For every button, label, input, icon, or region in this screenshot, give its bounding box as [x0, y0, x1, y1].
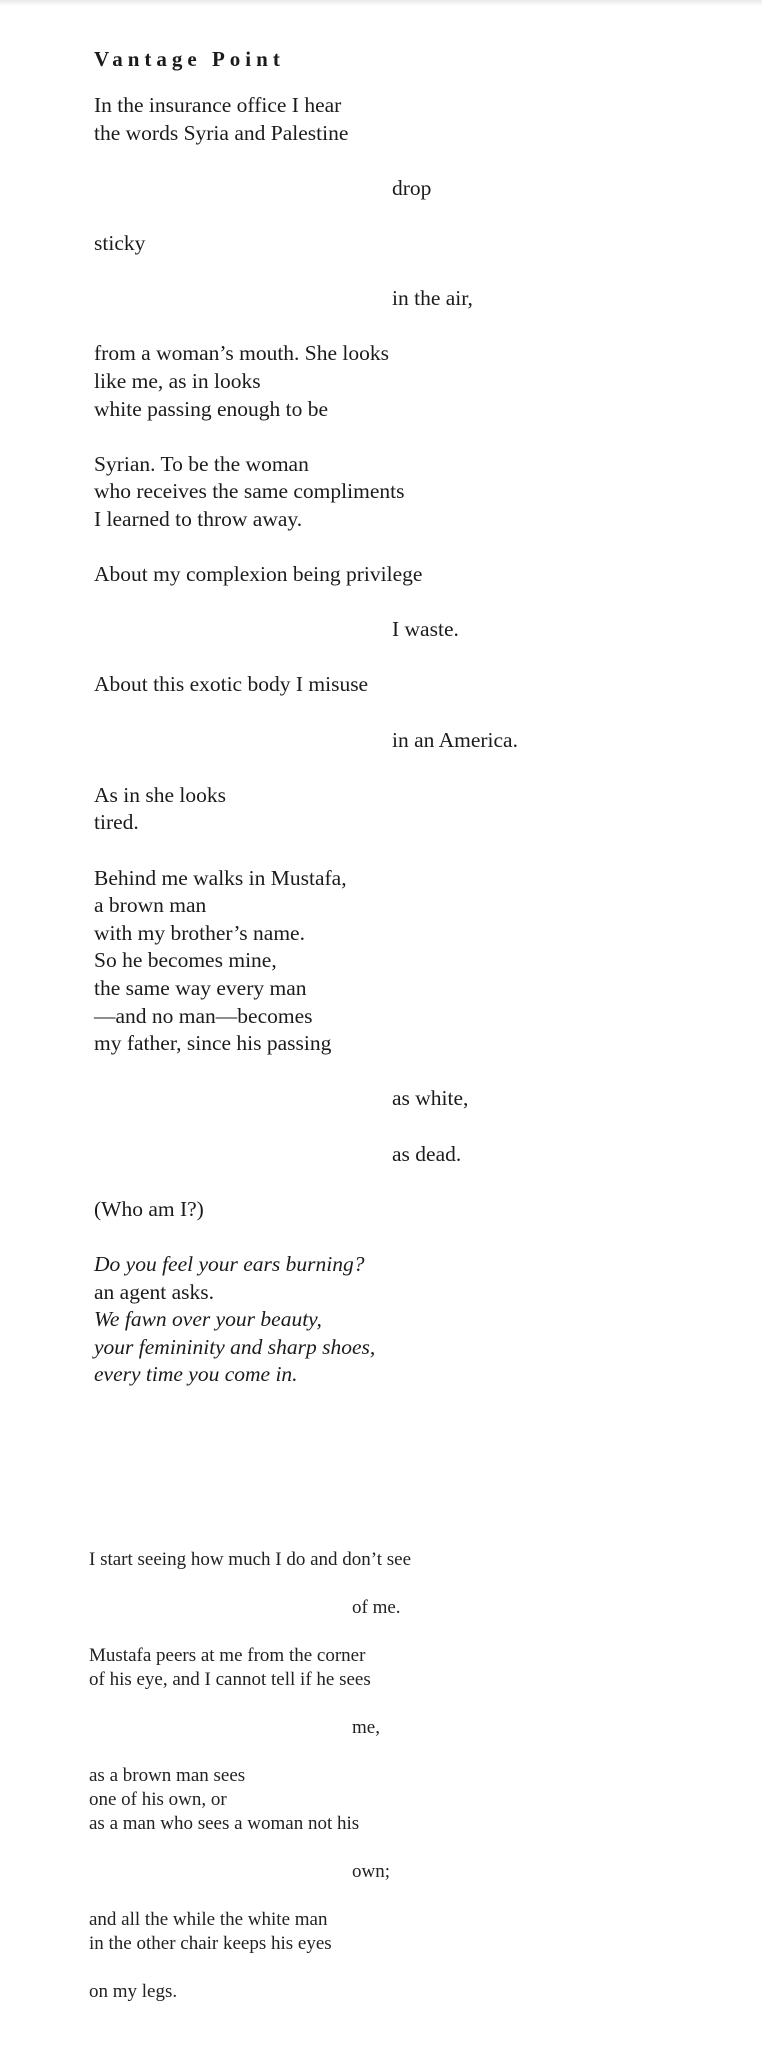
poem-line: In the insurance office I hear — [94, 93, 342, 117]
indented-line-in-the-air: in the air, — [392, 286, 473, 311]
indented-line-own: own; — [352, 1861, 390, 1882]
line-on-my-legs: on my legs. — [89, 1981, 178, 2002]
poem-line: of his eye, and I cannot tell if he sees — [89, 1669, 371, 1690]
line-sticky: sticky — [94, 230, 146, 255]
stanza-p4 — [89, 1908, 709, 1956]
poem-line: the same way every man — [94, 976, 307, 1000]
page-top-shadow — [0, 0, 762, 6]
indented-line-of-me: of me. — [352, 1597, 401, 1618]
poem-page-1 — [94, 40, 714, 1389]
poem-line: Syrian. To be the woman — [94, 451, 309, 476]
poem-line: with my brother’s name. — [94, 920, 305, 945]
stanza-3 — [94, 451, 714, 534]
poem-title: Vantage Point — [94, 47, 285, 71]
line-who-am-i: (Who am I?) — [94, 1196, 204, 1221]
poem-line: I start seeing how much I do and don’t see — [89, 1549, 412, 1570]
poem-line: an agent asks. — [94, 1279, 215, 1304]
poem-line: As in she looks — [94, 782, 226, 807]
poem-line-italic: your femininity and sharp shoes, — [94, 1334, 376, 1359]
poem-line-italic: We fawn over your beauty, — [94, 1307, 322, 1332]
stanza-1 — [94, 92, 714, 147]
poem-line: and all the while the white man — [89, 1909, 328, 1930]
poem-line: tired. — [94, 810, 139, 835]
stanza-p2 — [89, 1644, 709, 1692]
poem-line: the words Syria and Palestine — [94, 120, 349, 145]
indented-line-drop: drop — [392, 175, 432, 200]
poem-line: as a man who sees a woman not his — [89, 1813, 360, 1834]
indented-line-me: me, — [352, 1717, 380, 1738]
poem-line: as a brown man sees — [89, 1765, 246, 1786]
poem-line: one of his own, or — [89, 1789, 227, 1810]
poem-line: from a woman’s mouth. She looks — [94, 341, 390, 366]
poem-line: Mustafa peers at me from the corner — [89, 1645, 366, 1666]
poem-line: a brown man — [94, 893, 207, 918]
indented-line-as-dead: as dead. — [392, 1141, 462, 1166]
poem-line: About my complexion being privilege — [94, 562, 423, 587]
poem-line: —and no man—becomes — [94, 1003, 313, 1028]
stanza-2 — [94, 340, 714, 423]
poem-line-italic: every time you come in. — [94, 1362, 298, 1387]
stanza-6 — [94, 782, 714, 837]
indented-line-in-an-america: in an America. — [392, 727, 518, 752]
poem-page-2 — [89, 1548, 709, 2004]
poem-line: like me, as in looks — [94, 368, 261, 393]
poem-line: white passing enough to be — [94, 396, 329, 421]
stanza-8 — [94, 1251, 714, 1389]
stanza-7 — [94, 865, 714, 1058]
poem-line: So he becomes mine, — [94, 948, 277, 973]
poem-line: About this exotic body I misuse — [94, 672, 369, 697]
indented-line-i-waste: I waste. — [392, 617, 459, 642]
poem-line: my father, since his passing — [94, 1031, 332, 1056]
poem-line: who receives the same compliments — [94, 479, 405, 504]
indented-line-as-white: as white, — [392, 1086, 469, 1111]
poem-line: Behind me walks in Mustafa, — [94, 865, 347, 890]
stanza-p3 — [89, 1764, 709, 1836]
poem-line: in the other chair keeps his eyes — [89, 1933, 332, 1954]
poem-line: I learned to throw away. — [94, 506, 303, 531]
poem-line-italic: Do you feel your ears burning? — [94, 1251, 365, 1276]
